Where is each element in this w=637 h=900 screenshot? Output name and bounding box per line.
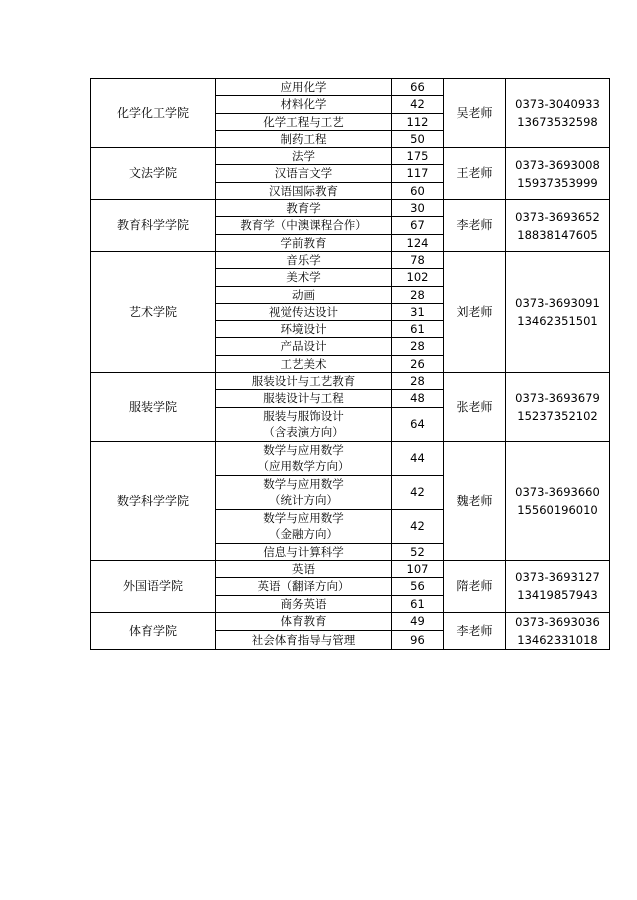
- table-row: [91, 200, 610, 217]
- major-name-cell: [216, 321, 392, 338]
- major-name-line: 汉语言文学: [274, 166, 333, 181]
- major-name-line: 化学工程与工艺: [263, 114, 344, 129]
- major-name-cell: [216, 631, 392, 650]
- contact-phone-cell: [506, 441, 610, 560]
- major-name-line: 数学与应用数学: [263, 510, 344, 525]
- enrollment-count-cell: 28: [392, 373, 444, 390]
- major-name-cell: [216, 560, 392, 577]
- enrollment-count-cell: 60: [392, 182, 444, 199]
- major-name-line: 数学与应用数学: [263, 476, 344, 491]
- enrollment-count-cell: 30: [392, 200, 444, 217]
- major-name-cell: [216, 612, 392, 631]
- contact-phone-cell: [506, 79, 610, 148]
- contact-teacher-cell: 隋老师: [444, 560, 506, 612]
- enrollment-table: [90, 78, 610, 650]
- table-row: [91, 251, 610, 268]
- contact-teacher-cell: 张老师: [444, 373, 506, 442]
- major-name-line: 材料化学: [280, 97, 327, 112]
- major-name-cell: [216, 148, 392, 165]
- major-name-line: （统计方向）: [269, 493, 338, 508]
- office-phone: 0373-3693127: [515, 570, 600, 585]
- table-body: [91, 79, 610, 650]
- enrollment-count-cell: 61: [392, 321, 444, 338]
- major-name-line: 学前教育: [280, 235, 327, 250]
- mobile-phone: 15937353999: [517, 175, 598, 190]
- table-row: [91, 148, 610, 165]
- major-name-line: 服装设计与工艺教育: [251, 374, 356, 389]
- major-name-cell: [216, 355, 392, 372]
- contact-teacher-cell: 刘老师: [444, 251, 506, 372]
- major-name-cell: [216, 595, 392, 612]
- enrollment-count-cell: 117: [392, 165, 444, 182]
- table-row: [91, 441, 610, 475]
- major-name-line: 服装与服饰设计: [263, 408, 344, 423]
- major-name-line: 社会体育指导与管理: [251, 632, 356, 647]
- contact-teacher-cell: 李老师: [444, 612, 506, 649]
- major-name-line: 应用化学: [280, 80, 327, 94]
- major-name-line: 制药工程: [280, 131, 327, 146]
- major-name-cell: [216, 130, 392, 147]
- major-name-cell: [216, 373, 392, 390]
- major-name-line: 音乐学: [286, 252, 321, 267]
- major-name-cell: [216, 96, 392, 113]
- major-name-cell: [216, 182, 392, 199]
- mobile-phone: 15237352102: [517, 408, 598, 423]
- major-name-cell: [216, 79, 392, 96]
- enrollment-count-cell: 52: [392, 543, 444, 560]
- contact-phone-cell: [506, 148, 610, 200]
- enrollment-count-cell: 49: [392, 612, 444, 631]
- major-name-cell: [216, 234, 392, 251]
- major-name-line: 法学: [292, 149, 315, 164]
- enrollment-count-cell: 42: [392, 509, 444, 543]
- table-row: [91, 79, 610, 96]
- enrollment-count-cell: 66: [392, 79, 444, 96]
- contact-phone-cell: [506, 373, 610, 442]
- major-name-cell: [216, 269, 392, 286]
- major-name-cell: [216, 303, 392, 320]
- college-name-cell: 化学化工学院: [91, 79, 216, 148]
- mobile-phone: 18838147605: [517, 227, 598, 242]
- major-name-line: 服装设计与工程: [263, 391, 344, 406]
- enrollment-count-cell: 42: [392, 475, 444, 509]
- enrollment-count-cell: 28: [392, 338, 444, 355]
- major-name-cell: [216, 286, 392, 303]
- enrollment-count-cell: 78: [392, 251, 444, 268]
- enrollment-count-cell: 67: [392, 217, 444, 234]
- major-name-cell: [216, 578, 392, 595]
- major-name-line: 美术学: [286, 270, 321, 285]
- office-phone: 0373-3693091: [515, 296, 600, 310]
- major-name-line: 英语（翻译方向）: [257, 579, 350, 594]
- major-name-cell: [216, 251, 392, 268]
- enrollment-count-cell: 26: [392, 355, 444, 372]
- major-name-cell: [216, 217, 392, 234]
- major-name-line: 信息与计算科学: [263, 544, 344, 559]
- major-name-cell: [216, 407, 392, 441]
- contact-teacher-cell: 李老师: [444, 200, 506, 252]
- major-name-cell: [216, 390, 392, 407]
- major-name-line: 英语: [292, 561, 315, 576]
- major-name-line: 视觉传达设计: [269, 304, 338, 319]
- major-name-cell: [216, 113, 392, 130]
- major-name-line: 体育教育: [280, 614, 327, 629]
- mobile-phone: 13673532598: [517, 115, 598, 130]
- major-name-line: （金融方向）: [269, 527, 338, 542]
- major-name-cell: [216, 543, 392, 560]
- major-name-line: （含表演方向）: [263, 425, 344, 440]
- enrollment-count-cell: 61: [392, 595, 444, 612]
- major-name-cell: [216, 165, 392, 182]
- table-row: [91, 373, 610, 390]
- major-name-line: 汉语国际教育: [269, 183, 338, 198]
- contact-phone-cell: [506, 560, 610, 612]
- contact-teacher-cell: 吴老师: [444, 79, 506, 148]
- contact-teacher-cell: 王老师: [444, 148, 506, 200]
- enrollment-count-cell: 107: [392, 560, 444, 577]
- enrollment-count-cell: 175: [392, 148, 444, 165]
- college-name-cell: 数学科学学院: [91, 441, 216, 560]
- major-name-line: 环境设计: [280, 322, 327, 337]
- office-phone: 0373-3693660: [515, 484, 600, 499]
- enrollment-count-cell: 48: [392, 390, 444, 407]
- major-name-line: 动画: [292, 287, 315, 302]
- office-phone: 0373-3040933: [515, 97, 600, 112]
- college-name-cell: 艺术学院: [91, 251, 216, 372]
- office-phone: 0373-3693652: [515, 209, 600, 224]
- major-name-line: 产品设计: [280, 339, 327, 354]
- office-phone: 0373-3693679: [515, 390, 600, 405]
- table-row: [91, 560, 610, 577]
- contact-phone-cell: [506, 251, 610, 372]
- major-name-line: 工艺美术: [280, 356, 327, 371]
- major-name-line: （应用数学方向）: [257, 459, 350, 474]
- major-name-cell: [216, 200, 392, 217]
- major-name-line: 教育学（中澳课程合作）: [240, 218, 367, 233]
- enrollment-count-cell: 64: [392, 407, 444, 441]
- enrollment-count-cell: 50: [392, 130, 444, 147]
- office-phone: 0373-3693008: [515, 157, 600, 172]
- contact-phone-cell: [506, 612, 610, 649]
- mobile-phone: 15560196010: [517, 502, 598, 517]
- mobile-phone: 13462331018: [517, 632, 598, 647]
- college-name-cell: 外国语学院: [91, 560, 216, 612]
- enrollment-count-cell: 102: [392, 269, 444, 286]
- enrollment-count-cell: 112: [392, 113, 444, 130]
- major-name-cell: [216, 338, 392, 355]
- enrollment-count-cell: 96: [392, 631, 444, 650]
- enrollment-count-cell: 42: [392, 96, 444, 113]
- college-name-cell: 服装学院: [91, 373, 216, 442]
- enrollment-count-cell: 124: [392, 234, 444, 251]
- table-row: [91, 612, 610, 631]
- college-name-cell: 教育科学学院: [91, 200, 216, 252]
- enrollment-count-cell: 31: [392, 303, 444, 320]
- major-name-line: 商务英语: [280, 596, 327, 611]
- major-name-line: 教育学: [286, 201, 321, 216]
- enrollment-count-cell: 56: [392, 578, 444, 595]
- enrollment-count-cell: 44: [392, 441, 444, 475]
- office-phone: 0373-3693036: [515, 614, 600, 629]
- mobile-phone: 13462351501: [517, 314, 598, 328]
- enrollment-count-cell: 28: [392, 286, 444, 303]
- major-name-cell: [216, 475, 392, 509]
- major-name-cell: [216, 509, 392, 543]
- mobile-phone: 13419857943: [517, 588, 598, 603]
- contact-teacher-cell: 魏老师: [444, 441, 506, 560]
- college-name-cell: 文法学院: [91, 148, 216, 200]
- contact-phone-cell: [506, 200, 610, 252]
- major-name-cell: [216, 441, 392, 475]
- major-name-line: 数学与应用数学: [263, 442, 344, 457]
- college-name-cell: 体育学院: [91, 612, 216, 649]
